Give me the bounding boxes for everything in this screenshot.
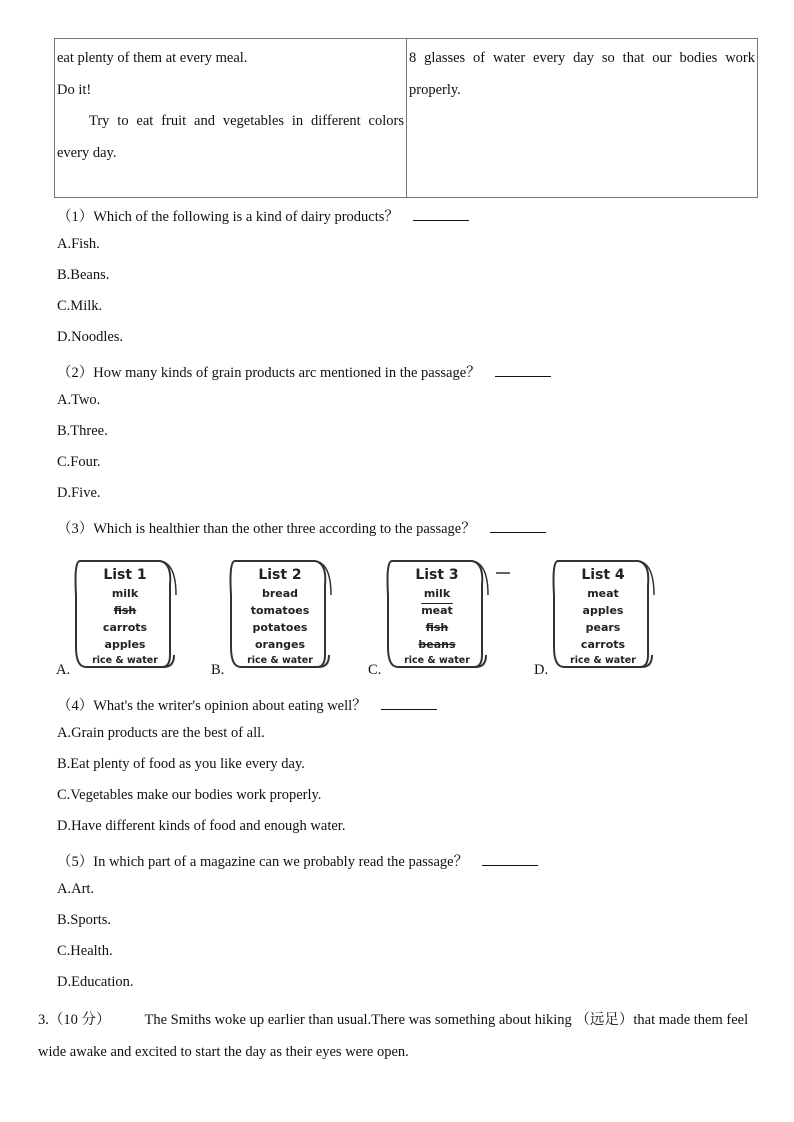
table-right-line-1: 8 glasses of water every day so that our bodies work — [409, 50, 755, 66]
list-footer: rice & water — [404, 655, 470, 666]
answer-blank[interactable] — [482, 853, 538, 866]
question-3-passage — [38, 1004, 758, 1068]
q1-option-a[interactable]: A.Fish. — [57, 236, 100, 252]
q4-option-c[interactable]: C.Vegetables make our bodies work properly. — [57, 787, 322, 803]
list-choices — [56, 555, 696, 679]
list-title: List 4 — [581, 567, 625, 583]
answer-blank[interactable] — [490, 520, 546, 533]
q2-prompt: （2）How many kinds of grain products arc mentioned in the passage？ — [57, 361, 551, 382]
question-3-text: The Smiths woke up earlier than usual.There was something about hiking （远足）that made them feel wide awake and excited to start the day as their eyes were open. — [38, 1012, 749, 1060]
list-item: meat — [587, 587, 619, 600]
choice-letter: A. — [56, 662, 71, 678]
q4-option-d[interactable]: D.Have different kinds of food and enough water. — [57, 818, 346, 834]
list-footer: rice & water — [247, 655, 313, 666]
list-footer: rice & water — [92, 655, 158, 666]
question-number: 3.（10 分） — [38, 1012, 111, 1028]
table-left-cell — [55, 39, 407, 197]
q1-option-c[interactable]: C.Milk. — [57, 298, 103, 314]
list-item: milk — [111, 587, 139, 600]
q4-option-b[interactable]: B.Eat plenty of food as you like every day. — [57, 756, 305, 772]
q4-prompt: （4）What's the writer's opinion about eating well？ — [57, 694, 437, 715]
list-item: oranges — [254, 638, 306, 651]
list-footer: rice & water — [570, 655, 636, 666]
passage-table — [54, 38, 758, 198]
q5-option-a[interactable]: A.Art. — [57, 881, 95, 897]
table-right-line-2: properly. — [409, 81, 461, 98]
list-item: fish — [425, 621, 449, 634]
q5-option-c[interactable]: C.Health. — [57, 943, 113, 959]
q2-option-c[interactable]: C.Four. — [57, 454, 101, 470]
answer-blank[interactable] — [381, 697, 437, 710]
list-item: milk — [423, 587, 451, 600]
list-item: bread — [261, 587, 299, 600]
list-item: meat — [421, 604, 453, 617]
table-left-line-3: Try to eat fruit and vegetables in different colors — [89, 113, 404, 129]
q2-option-b[interactable]: B.Three. — [57, 423, 108, 439]
q2-option-a[interactable]: A.Two. — [57, 392, 101, 408]
q1-prompt: （1）Which of the following is a kind of dairy products？ — [57, 205, 469, 226]
list-scroll-3 — [384, 555, 490, 671]
answer-blank[interactable] — [413, 208, 469, 221]
q3-prompt: （3）Which is healthier than the other three according to the passage？ — [57, 517, 546, 538]
list-item: carrots — [102, 621, 148, 634]
q4-option-a[interactable]: A.Grain products are the best of all. — [57, 725, 265, 741]
q1-option-b[interactable]: B.Beans. — [57, 267, 110, 283]
choice-letter: B. — [211, 662, 225, 678]
list-scroll-2 — [227, 555, 333, 671]
list-item: tomatoes — [250, 604, 310, 617]
list-item: beans — [418, 638, 456, 651]
q1-option-d[interactable]: D.Noodles. — [57, 329, 124, 345]
table-right-cell — [407, 39, 757, 197]
table-left-line-1: eat plenty of them at every meal. — [57, 50, 248, 66]
table-left-line-2: Do it! — [57, 81, 92, 98]
list-title: List 3 — [415, 567, 459, 583]
q2-option-d[interactable]: D.Five. — [57, 485, 101, 501]
list-item: carrots — [580, 638, 626, 651]
list-title: List 1 — [103, 567, 147, 583]
list-item: fish — [113, 604, 137, 617]
list-scroll-4 — [550, 555, 656, 671]
list-scroll-1 — [72, 555, 178, 671]
answer-blank[interactable] — [495, 364, 551, 377]
q5-prompt: （5）In which part of a magazine can we probably read the passage？ — [57, 850, 538, 871]
choice-a[interactable] — [56, 555, 186, 679]
choice-letter: C. — [368, 662, 382, 678]
list-item: apples — [582, 604, 624, 617]
choice-d[interactable] — [534, 555, 684, 679]
list-title: List 2 — [258, 567, 302, 583]
q5-option-d[interactable]: D.Education. — [57, 974, 134, 990]
choice-letter: D. — [534, 662, 549, 678]
list-item: potatoes — [252, 621, 308, 634]
table-left-line-4: every day. — [57, 144, 117, 161]
q5-option-b[interactable]: B.Sports. — [57, 912, 111, 928]
choice-c[interactable] — [368, 555, 518, 679]
list-item: apples — [104, 638, 146, 651]
list-item: pears — [585, 621, 621, 634]
choice-b[interactable] — [211, 555, 341, 679]
